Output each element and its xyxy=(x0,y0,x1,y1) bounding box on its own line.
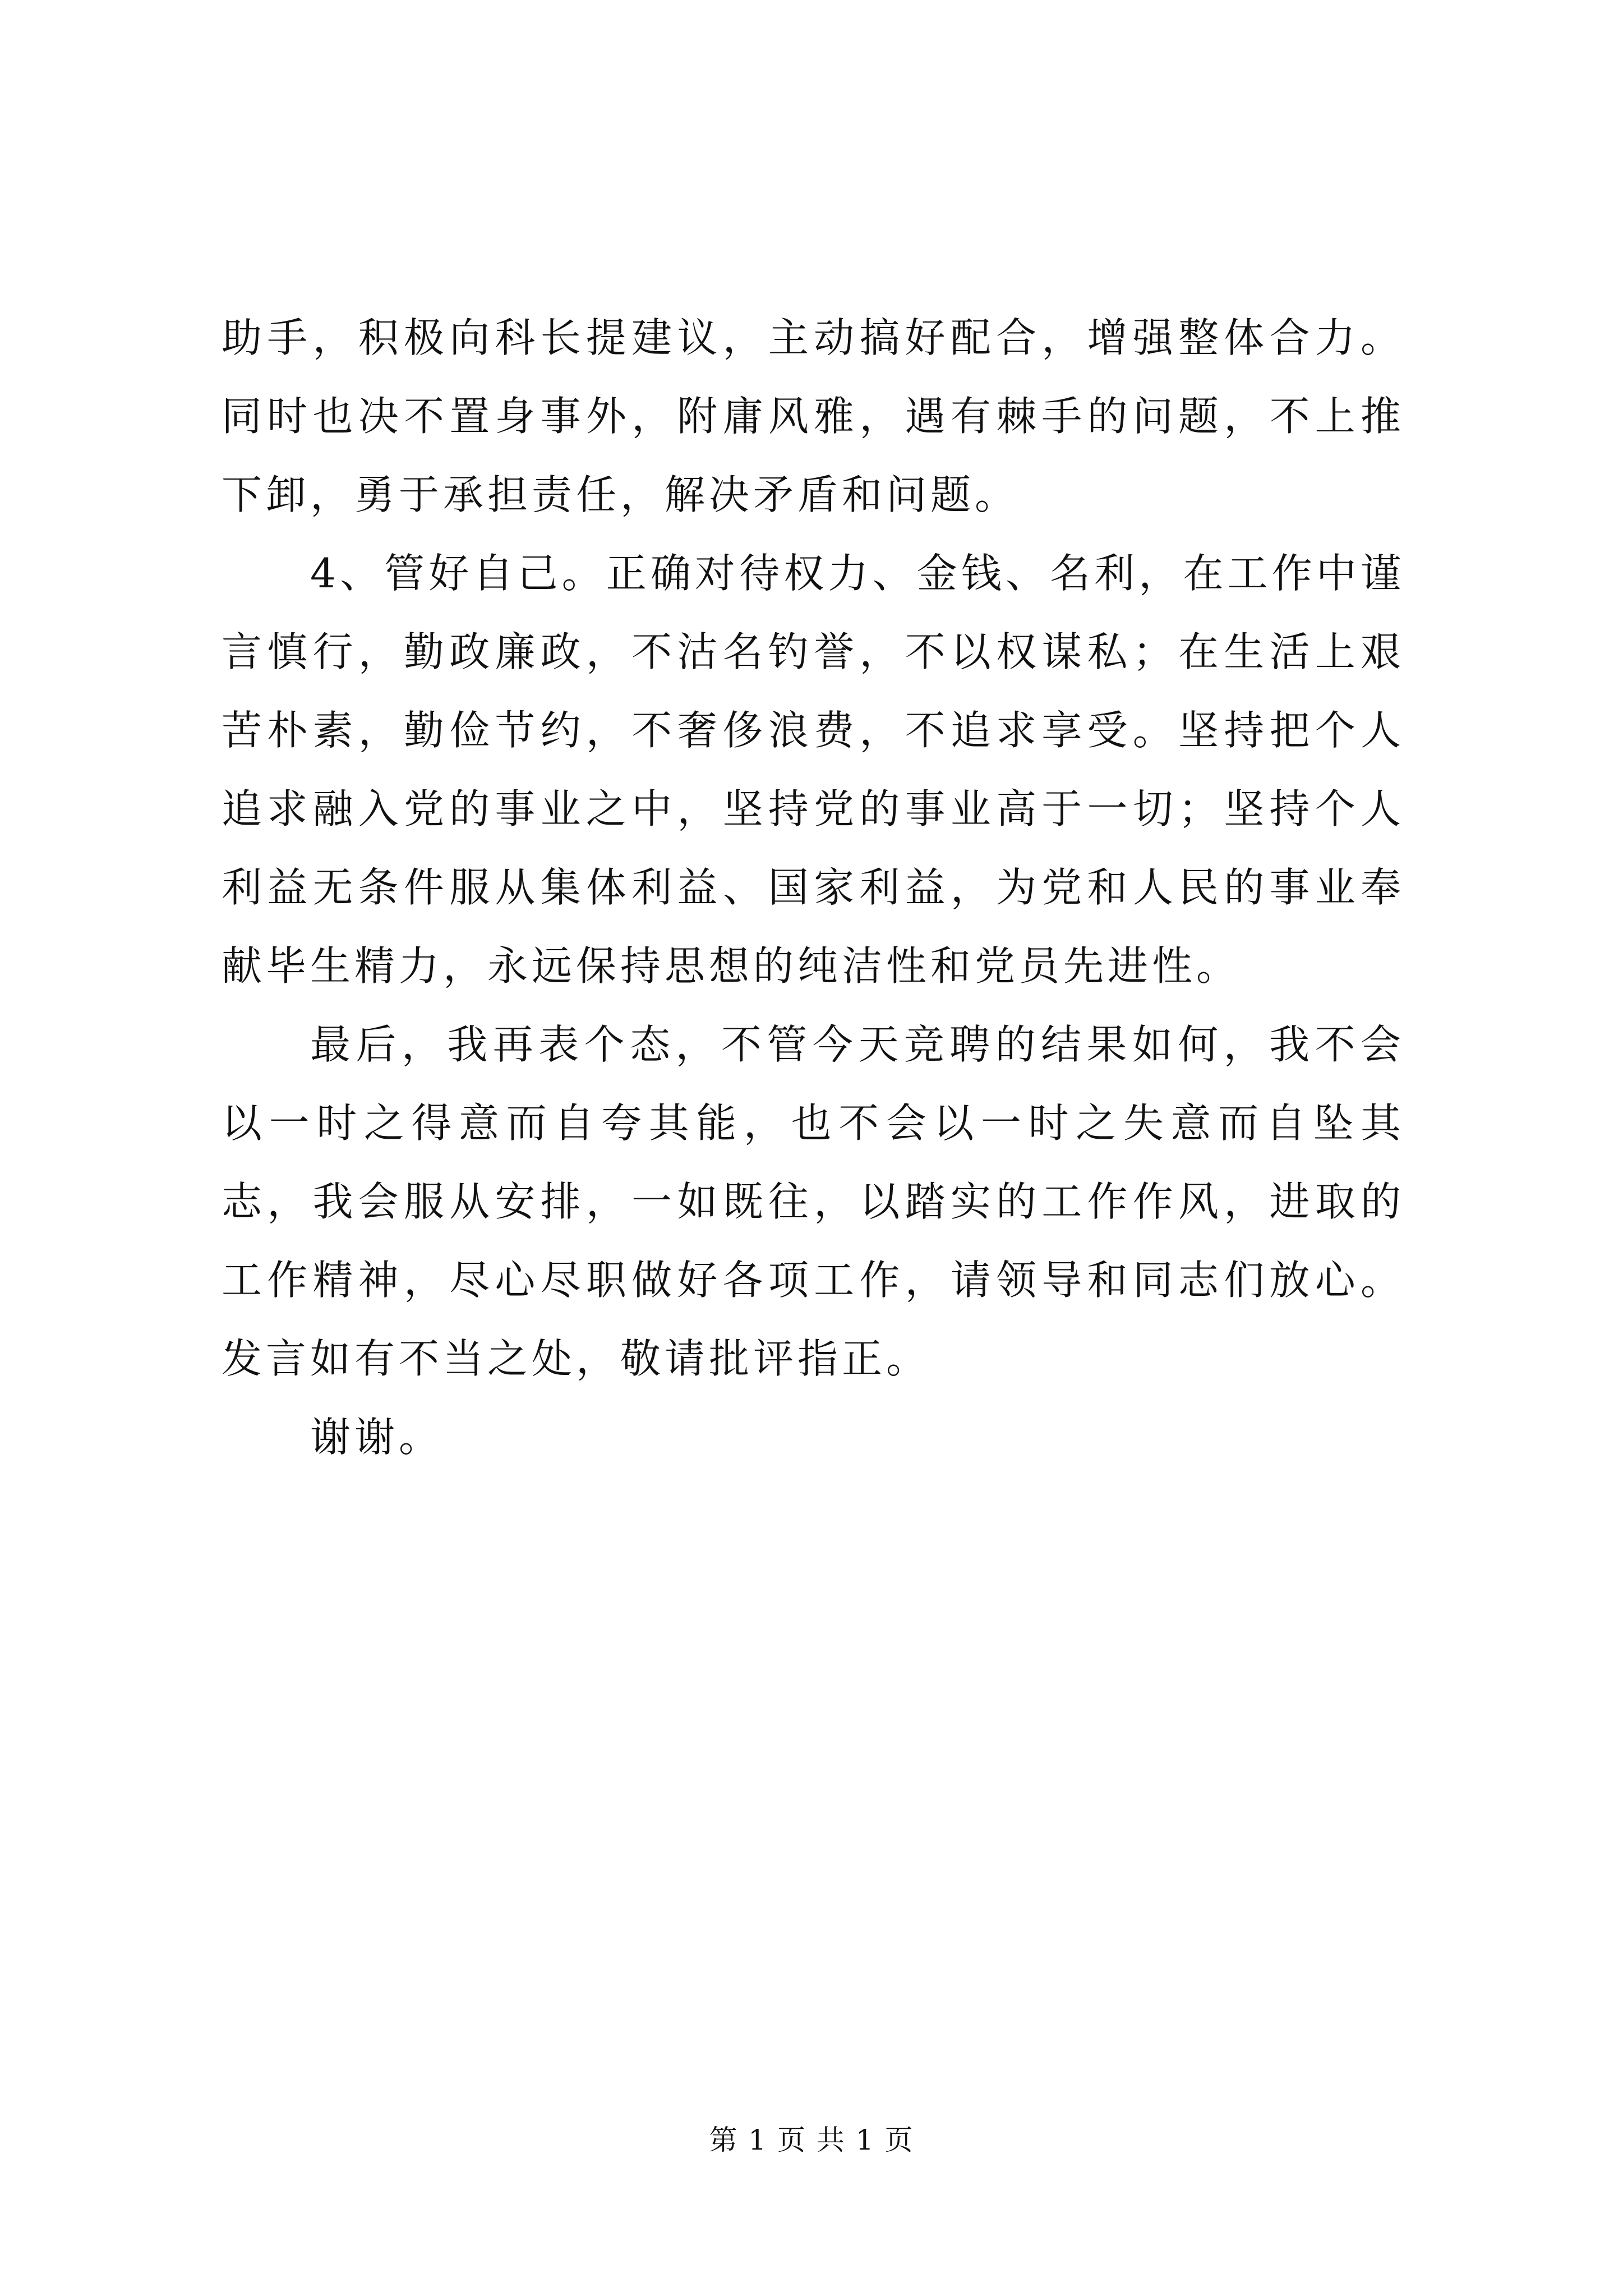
document-body xyxy=(222,298,1405,1476)
page-number-footer: 第 1 页 共 1 页 xyxy=(709,2124,914,2156)
paragraph-self-discipline: 4、管好自己。正确对待权力、金钱、名利，在工作中谨言慎行，勤政廉政，不沽名钓誉，不以权谋私；在生活上艰苦朴素，勤俭节约，不奢侈浪费，不追求享受。坚持把个人追求融入党的事业之中，坚持党的事业高于一切；坚持个人利益无条件服从集体利益、国家利益，为党和人民的事业奉献毕生精力，永远保持思想的纯洁性和党员先进性。 xyxy=(222,550,1405,990)
paragraph-continuation: 助手，积极向科长提建议，主动搞好配合，增强整体合力。同时也决不置身事外，附庸风雅，遇有棘手的问题，不上推下卸，勇于承担责任，解决矛盾和问题。 xyxy=(222,314,1405,518)
paragraph-closing-statement: 最后，我再表个态，不管今天竞聘的结果如何，我不会以一时之得意而自夸其能，也不会以一时之失意而自坠其志，我会服从安排，一如既往，以踏实的工作作风，进取的工作精神，尽心尽职做好各项工作，请领导和同志们放心。发言如有不当之处，敬请批评指正。 xyxy=(222,1021,1405,1382)
paragraph-thanks: 谢谢。 xyxy=(310,1414,444,1461)
